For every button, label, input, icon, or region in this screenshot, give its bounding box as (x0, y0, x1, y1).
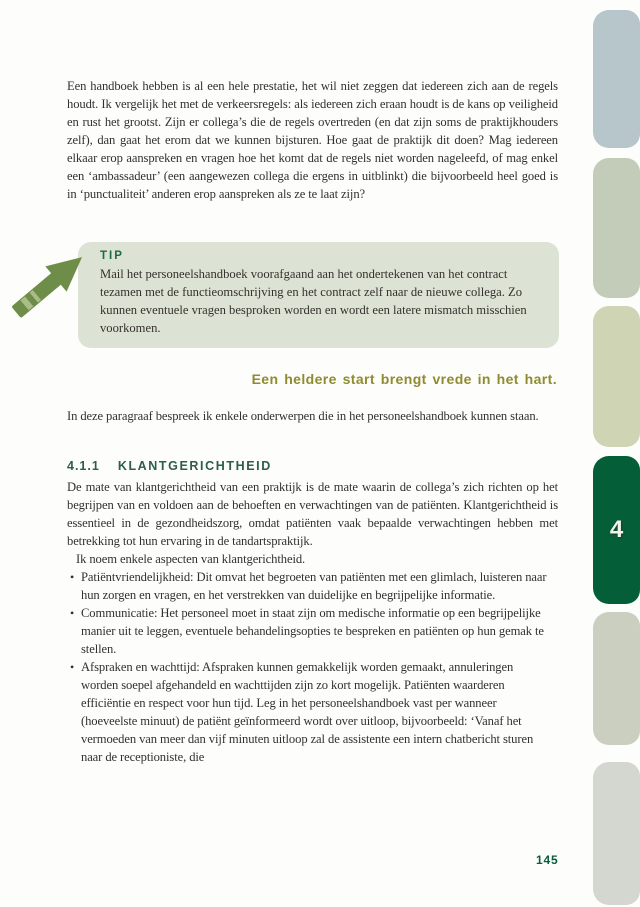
chapter-tab-6 (593, 762, 640, 905)
tip-text: Mail het personeelshandboek voorafgaand aan het ondertekenen van het contract tezamen met de functieomschrijving en het contract zelf naar de nieuwe collega. Zo kunnen eventuele vragen besproken worden en wordt een latere mismatch misschien voorkomen. (100, 267, 527, 335)
paragraph-klantgerichtheid: De mate van klantgerichtheid van een praktijk is de mate waarin de collega’s zich richten op het begrijpen van en voldoen aan de behoeften en verwachtingen van de patiënten. Klantgerichtheid is essentieel in de gezondheidszorg, omdat patiënten vaak bepaalde verwachtingen hebben met betrekking tot hun ervaring in de tandartspraktijk. (67, 480, 558, 548)
chapter-tab-3 (593, 306, 640, 447)
paragraph-leadin: In deze paragraaf bespreek ik enkele onderwerpen die in het personeelshandboek kunnen staan. (67, 409, 539, 423)
aspect-list (67, 568, 558, 766)
chapter-number: 4 (609, 516, 624, 543)
list-item-communicatie: • Communicatie: Het personeel moet in staat zijn om medische informatie op een begrijpelijke manier uit te leggen, eventuele behandelingsopties te bespreken en patiënten op hun gemak te stellen. (81, 604, 551, 658)
tip-label: TIP (100, 250, 124, 262)
list-item-patientvriendelijkheid: • Patiëntvriendelijkheid: Dit omvat het begroeten van patiënten met een glimlach, luisteren naar hun zorgen en vragen, en het verstrekken van duidelijke en begrijpelijke informatie. (81, 568, 551, 604)
tip-box (78, 242, 559, 348)
chapter-tab-5 (593, 612, 640, 745)
section-body (67, 478, 558, 766)
pull-quote: Een heldere start brengt vrede in het hart. (251, 371, 557, 387)
chapter-tab-1 (593, 10, 640, 148)
list-item-afspraken-wachttijd: • Afspraken en wachttijd: Afspraken kunnen gemakkelijk worden gemaakt, annuleringen worden soepel afgehandeld en wachttijden zijn zo kort mogelijk. Patiënten waarderen efficiëntie en respect voor hun tijd. Leg in het personeelshandboek vast per wanneer (hoeveelste minuut) de patiënt geïnformeerd wordt over uitloop, bijvoorbeeld: ‘Vanaf het vermoeden van meer dan vijf minuten uitloop zal de assistente een intern chatbericht sturen naar de receptioniste, die (81, 658, 551, 766)
section-heading (67, 459, 558, 473)
paragraph-aspecten: Ik noem enkele aspecten van klantgerichtheid. (76, 552, 306, 566)
arrow-icon (2, 248, 94, 322)
chapter-tab-2 (593, 158, 640, 298)
chapter-tab-4-active (593, 456, 640, 604)
section-number: 4.1.1 (67, 459, 100, 473)
section-title: KLANTGERICHTHEID (117, 459, 272, 473)
paragraph-intro: Een handboek hebben is al een hele prestatie, het wil niet zeggen dat iedereen zich aan de regels houdt. Ik vergelijk het met de verkeersregels: als iedereen zich eraan houdt is de kans op veiligheid en rust het grootst. Zijn er collega’s die de regels overtreden (en dat zijn soms de praktijkhouders zelf), dan gaat het erom dat we kunnen bijsturen. Hoe gaat de praktijk dit doen? Mag iedereen elkaar erop aanspreken en vragen hoe het komt dat de regels niet worden nageleefd, of mag enkel een ‘ambassadeur’ (een aangewezen collega die ergens in uitblinkt) die bijvoorbeeld heel goed is in ‘punctualiteit’ anderen erop aanspreken als ze te laat zijn? (67, 79, 558, 201)
page-number: 145 (536, 853, 559, 867)
